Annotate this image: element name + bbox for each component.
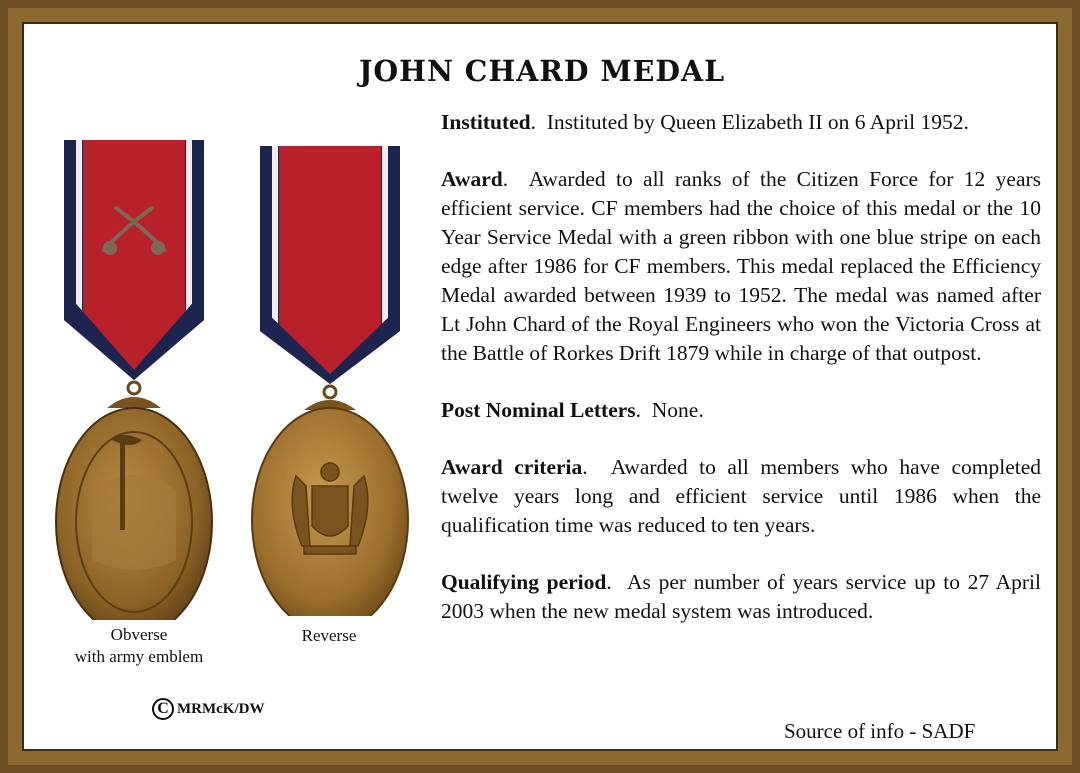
section-label: Qualifying period	[441, 570, 607, 594]
section-award: Award. Awarded to all ranks of the Citizen Force for 12 years efficient service. CF members had the choice of this medal or the 10 Year Service Medal with a green ribbon with one blue stripe on each edge after 1986 for CF members. This medal replaced the Efficiency Medal awarded between 1939 to 1952. The medal was named after Lt John Chard of the Royal Engineers who won the Victoria Cross at the Battle of Rorkes Drift 1879 while in charge of that outpost.	[441, 167, 1042, 365]
copyright-mark	[152, 698, 264, 720]
section-label: Instituted	[441, 110, 531, 134]
section-award-criteria: Award criteria. Awarded to all members who have completed twelve years long and efficient service until 1986 when the qualification time was reduced to ten years.	[441, 455, 1041, 537]
reverse-medal-image	[246, 146, 416, 616]
section-post-nominal: Post Nominal Letters. None.	[441, 398, 704, 422]
section-body: As per number of years service up to 27 April 2003 when the new medal system was introduced.	[441, 570, 1041, 623]
obverse-medal-image	[52, 140, 222, 620]
obverse-caption	[44, 624, 234, 668]
section-label: Award	[441, 167, 503, 191]
obverse-ribbon	[64, 140, 204, 380]
section-qualifying-period: Qualifying period. As per number of years service up to 27 April 2003 when the new medal system was introduced.	[441, 570, 1041, 623]
obverse-caption-line2: with army emblem	[74, 647, 204, 666]
section-body: None.	[651, 398, 704, 422]
section-body: Instituted by Queen Elizabeth II on 6 April 1952.	[546, 110, 969, 134]
source-note: Source of info - SADF	[784, 719, 976, 743]
section-body: Awarded to all members who have completed twelve years long and efficient service until 1986 when the qualification time was reduced to ten years.	[441, 455, 1041, 537]
section-instituted: Instituted. Instituted by Queen Elizabeth II on 6 April 1952.	[441, 110, 969, 134]
description-text	[441, 108, 1041, 654]
section-body: Awarded to all ranks of the Citizen Force for 12 years efficient service. CF members had the choice of this medal or the 10 Year Service Medal with a green ribbon with one blue stripe on each edge after 1986 for CF members. This medal replaced the Efficiency Medal awarded between 1939 to 1952. The medal was named after Lt John Chard of the Royal Engineers who won the Victoria Cross at the Battle of Rorkes Drift 1879 while in charge of that outpost.	[441, 167, 1042, 365]
section-label: Post Nominal Letters	[441, 398, 636, 422]
obverse-caption-line1: Obverse	[110, 625, 168, 644]
copyright-text: MRMcK/DW	[177, 700, 265, 717]
reverse-caption: Reverse	[301, 626, 357, 645]
reverse-ribbon	[260, 146, 400, 384]
info-card	[22, 22, 1058, 751]
section-label: Award criteria	[441, 455, 583, 479]
page-title: JOHN CHARD MEDAL	[358, 54, 726, 88]
copyright-icon: C	[152, 698, 174, 720]
